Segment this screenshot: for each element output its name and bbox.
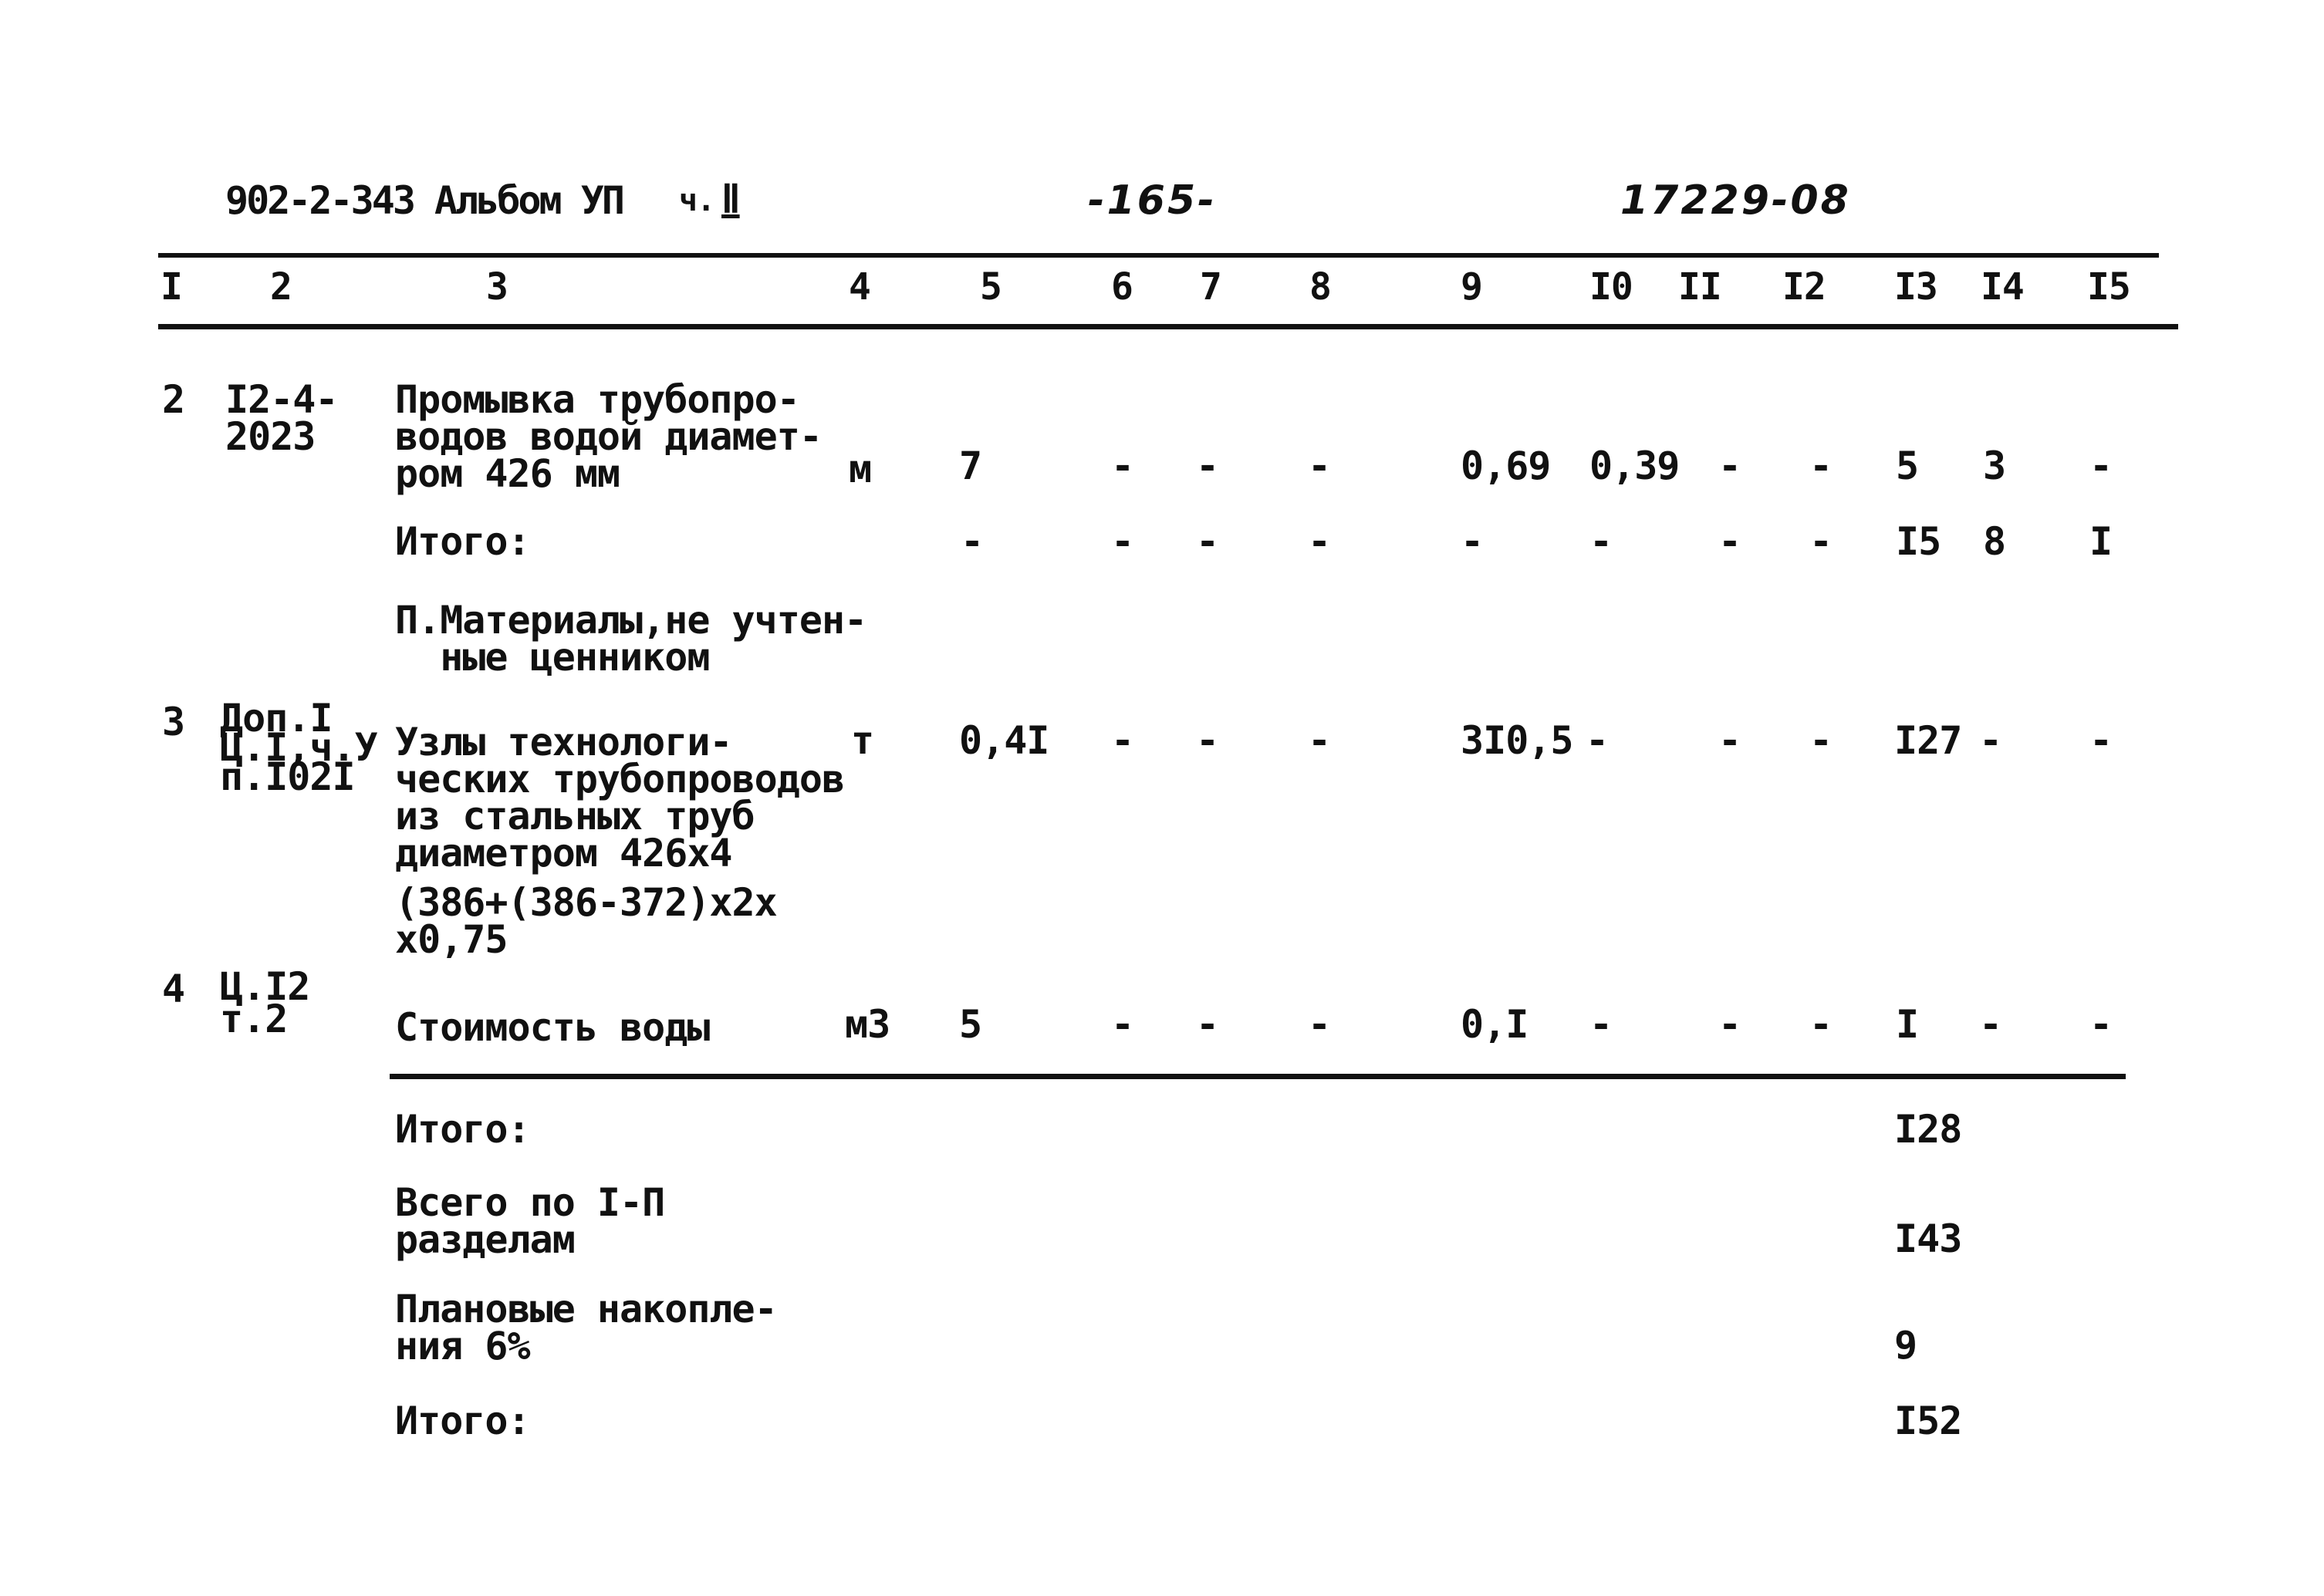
quantity: 0,4I: [959, 718, 1049, 763]
column-header: 2: [270, 265, 292, 309]
work-name: Стоимость воды: [395, 1005, 710, 1050]
column-header-rule: [158, 324, 2178, 329]
cell: -: [1809, 444, 1833, 488]
column-header: I: [160, 265, 182, 309]
cell: -: [1979, 718, 2002, 763]
column-header: I5: [2087, 265, 2130, 309]
column-header: I2: [1782, 265, 1826, 309]
cell: -: [1718, 444, 1741, 488]
cell: 3: [1983, 444, 2006, 488]
quantity: 7: [959, 444, 982, 488]
part-label: ч.: [679, 183, 715, 218]
cell: -: [1196, 1002, 1219, 1047]
calculation-note: (386+(386-372)x2x x0,75: [395, 880, 777, 962]
cell: -: [1111, 718, 1134, 763]
cell: -: [1809, 1002, 1833, 1047]
cell: I: [2089, 519, 2113, 564]
price-code: I2-4- 2023: [225, 377, 338, 459]
cell: 0,39: [1589, 444, 1680, 488]
sheet-number: 17229-08: [1620, 177, 1851, 224]
cell: -: [1589, 1002, 1613, 1047]
cell: -: [1461, 519, 1484, 564]
column-header: 5: [980, 265, 1002, 309]
total-label: Итого:: [395, 1399, 530, 1443]
column-header: 3: [486, 265, 508, 309]
cell: 8: [1983, 519, 2006, 564]
cell: -: [1308, 718, 1331, 763]
doc-code: 902-2-343 Альбом УП: [225, 178, 623, 223]
total-value: I52: [1894, 1399, 1962, 1443]
cell: I27: [1894, 718, 1962, 763]
cell: -: [1979, 1002, 2002, 1047]
unit: т: [851, 718, 874, 763]
cell: -: [1308, 1002, 1331, 1047]
cell: 3I0,5: [1461, 718, 1573, 763]
total-label: Плановые накопле- ния 6%: [395, 1287, 777, 1368]
cell: -: [1308, 444, 1331, 488]
cell: -: [1196, 444, 1219, 488]
column-header: 8: [1309, 265, 1331, 309]
column-header: I3: [1894, 265, 1937, 309]
unit: м3: [845, 1002, 890, 1047]
page-number: -165-: [1088, 177, 1217, 224]
row-number: 2: [162, 377, 185, 422]
column-header: I4: [1981, 265, 2024, 309]
price-code: Ц.I2 т.2: [220, 964, 310, 1041]
unit: м: [849, 447, 872, 491]
table-top-rule: [158, 253, 2159, 258]
cell: -: [2089, 1002, 2113, 1047]
cell: -: [1586, 718, 1609, 763]
cell: -: [2089, 444, 2113, 488]
totals-rule: [390, 1074, 2126, 1079]
cell: 0,I: [1461, 1002, 1529, 1047]
column-header: 7: [1200, 265, 1221, 309]
row-number: 3: [162, 700, 185, 744]
total-value: I43: [1894, 1216, 1962, 1261]
total-value: I28: [1894, 1107, 1962, 1152]
cell: -: [1589, 519, 1613, 564]
cell: -: [1809, 519, 1833, 564]
cell: I: [1896, 1002, 1919, 1047]
cell: -: [1111, 444, 1134, 488]
work-name: Узлы технологи- ческих трубопроводов из стальных труб диаметром 426x4: [395, 720, 845, 876]
section-heading: П.Материалы,не учтен- ные ценником: [395, 598, 867, 680]
total-label: Всего по I-П разделам: [395, 1180, 665, 1262]
cell: -: [1809, 718, 1833, 763]
cell: -: [1718, 519, 1741, 564]
cell: -: [961, 519, 984, 564]
column-header: 6: [1111, 265, 1133, 309]
column-header: 9: [1461, 265, 1482, 309]
cell: 0,69: [1461, 444, 1551, 488]
cell: -: [1718, 718, 1741, 763]
cell: -: [2089, 718, 2113, 763]
total-value: 9: [1894, 1323, 1917, 1368]
cell: I5: [1896, 519, 1941, 564]
column-header: I0: [1589, 265, 1633, 309]
row-number: 4: [162, 967, 185, 1011]
cell: -: [1308, 519, 1331, 564]
total-label: Итого:: [395, 1107, 530, 1152]
cell: -: [1196, 718, 1219, 763]
cell: -: [1111, 519, 1134, 564]
quantity: 5: [959, 1002, 982, 1047]
cell: 5: [1896, 444, 1919, 488]
cell: -: [1196, 519, 1219, 564]
cell: -: [1718, 1002, 1741, 1047]
part-number: Ⅱ: [721, 177, 740, 221]
price-code: Доп.I Ц.I,ч.У п.I02I: [220, 696, 377, 799]
subtotal-label: Итого:: [395, 519, 530, 564]
cell: -: [1111, 1002, 1134, 1047]
work-name: Промывка трубопро- водов водой диамет- ром 426 мм: [395, 377, 822, 496]
column-header: II: [1678, 265, 1721, 309]
column-header: 4: [849, 265, 870, 309]
